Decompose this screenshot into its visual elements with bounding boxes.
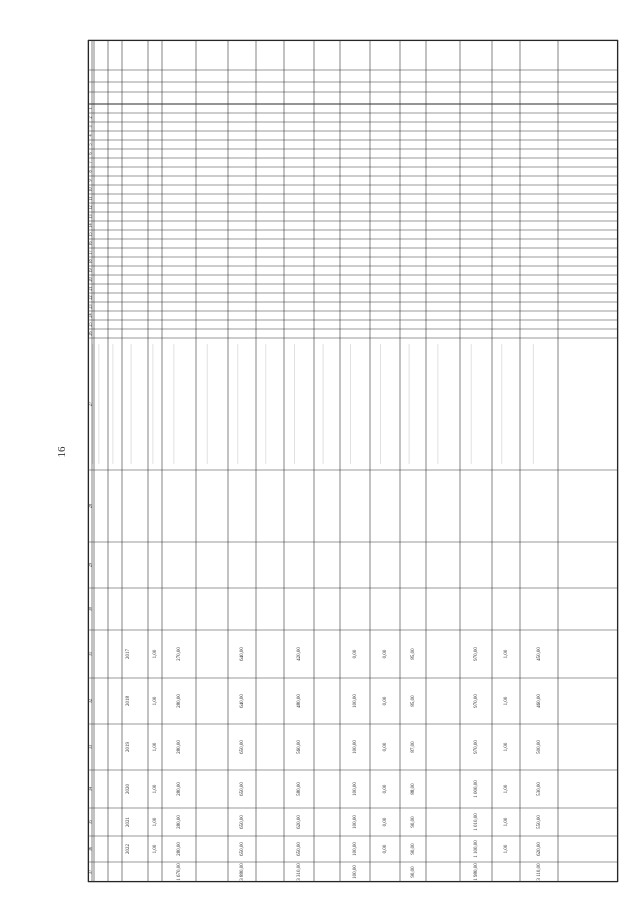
column-number: 3 xyxy=(87,125,93,128)
value-cell: 1,00 xyxy=(153,742,159,752)
value-cell: 100,00 xyxy=(353,815,359,829)
value-cell: 0,00 xyxy=(353,649,359,659)
year-header: 2022 xyxy=(126,844,132,854)
value-cell: 90,00 xyxy=(411,816,417,828)
column-number: 14 xyxy=(87,223,93,228)
value-cell: 1 000,00 xyxy=(474,780,480,798)
value-cell: 650,00 xyxy=(297,842,303,856)
value-cell: 100,00 xyxy=(353,740,359,754)
value-cell: 480,00 xyxy=(297,694,303,708)
value-cell: 640,00 xyxy=(240,694,246,708)
column-number: 26 xyxy=(87,331,93,336)
value-cell: 1,00 xyxy=(504,844,510,854)
column-number: 36 xyxy=(87,846,93,852)
year-header: 2018 xyxy=(126,696,132,706)
value-cell: 640,00 xyxy=(240,647,246,661)
value-cell: 1,00 xyxy=(153,817,159,827)
value-cell: 3 110,00 xyxy=(537,863,543,881)
value-cell: 88,00 xyxy=(411,783,417,795)
year-header: 2017 xyxy=(126,649,132,659)
value-cell: 1,00 xyxy=(153,696,159,706)
value-cell: 1 010,00 xyxy=(474,813,480,831)
column-number: 5 xyxy=(87,143,93,146)
value-cell: 460,00 xyxy=(537,694,543,708)
column-number: 23 xyxy=(87,304,93,309)
column-number: 35 xyxy=(87,819,93,825)
value-cell: 100,00 xyxy=(353,694,359,708)
value-cell: 0,00 xyxy=(383,784,389,794)
program-table-grid xyxy=(88,40,618,882)
column-number: 24 xyxy=(87,313,93,318)
value-cell: 85,00 xyxy=(411,648,417,660)
value-cell: 270,00 xyxy=(177,647,183,661)
value-cell: 970,00 xyxy=(474,647,480,661)
column-number: 7 xyxy=(87,161,93,164)
value-cell: 87,00 xyxy=(411,741,417,753)
column-number: 16 xyxy=(87,241,93,246)
value-cell: 0,00 xyxy=(383,817,389,827)
value-cell: 100,00 xyxy=(353,865,359,879)
year-header: 2021 xyxy=(126,817,132,827)
column-number: 27 xyxy=(87,401,93,407)
value-cell: 500,00 xyxy=(537,740,543,754)
column-number: 30 xyxy=(87,606,93,612)
column-number: 8 xyxy=(87,170,93,173)
value-cell: 1,00 xyxy=(153,649,159,659)
value-cell: 650,00 xyxy=(240,782,246,796)
value-cell: 1,00 xyxy=(504,784,510,794)
value-cell: 970,00 xyxy=(474,740,480,754)
value-cell: 530,00 xyxy=(537,782,543,796)
value-cell: 970,00 xyxy=(474,694,480,708)
column-number: 18 xyxy=(87,259,93,264)
value-cell: 420,00 xyxy=(297,647,303,661)
column-number: 29 xyxy=(87,562,93,568)
column-number: 10 xyxy=(87,187,93,192)
value-cell: 0,00 xyxy=(383,696,389,706)
column-number: 21 xyxy=(87,286,93,291)
column-number: 6 xyxy=(87,152,93,155)
column-number: 17 xyxy=(87,250,93,255)
value-cell: 650,00 xyxy=(240,842,246,856)
value-cell: 100,00 xyxy=(353,782,359,796)
value-cell: 550,00 xyxy=(537,815,543,829)
table-frame xyxy=(89,41,618,882)
program-table xyxy=(88,40,618,882)
column-number: 2 xyxy=(87,116,93,119)
value-cell: 1 980,00 xyxy=(474,863,480,881)
value-cell: 620,00 xyxy=(297,815,303,829)
value-cell: 280,00 xyxy=(177,815,183,829)
value-cell: 280,00 xyxy=(177,842,183,856)
column-number: 1 xyxy=(87,107,93,110)
value-cell: 1,00 xyxy=(504,817,510,827)
value-cell: 280,00 xyxy=(177,740,183,754)
column-number: 28 xyxy=(87,503,93,509)
column-number: 20 xyxy=(87,277,93,282)
value-cell: 85,00 xyxy=(411,695,417,707)
value-cell: 100,00 xyxy=(353,842,359,856)
page-number: 16 xyxy=(56,446,68,458)
value-cell: 3 880,00 xyxy=(240,863,246,881)
value-cell: 560,00 xyxy=(297,740,303,754)
column-number: 13 xyxy=(87,214,93,219)
value-cell: 1 100,00 xyxy=(474,840,480,858)
value-cell: 1,00 xyxy=(153,784,159,794)
column-number: 25 xyxy=(87,322,93,327)
value-cell: 90,00 xyxy=(411,843,417,855)
value-cell: 280,00 xyxy=(177,694,183,708)
column-number: 19 xyxy=(87,268,93,273)
value-cell: 3 310,00 xyxy=(297,863,303,881)
value-cell: 280,00 xyxy=(177,782,183,796)
value-cell: 1,00 xyxy=(153,844,159,854)
year-header: 2020 xyxy=(126,784,132,794)
value-cell: 620,00 xyxy=(537,842,543,856)
column-number: 34 xyxy=(87,786,93,792)
column-number: 11 xyxy=(87,196,93,201)
column-number: 37 xyxy=(87,869,93,875)
value-cell: 0,00 xyxy=(383,649,389,659)
value-cell: 650,00 xyxy=(240,740,246,754)
value-cell: 1 670,00 xyxy=(177,863,183,881)
column-number: 9 xyxy=(87,179,93,182)
year-header: 2019 xyxy=(126,742,132,752)
column-number: 22 xyxy=(87,295,93,300)
column-number: 4 xyxy=(87,134,93,137)
value-cell: 0,00 xyxy=(383,742,389,752)
column-number: 32 xyxy=(87,698,93,704)
value-cell: 90,00 xyxy=(411,866,417,878)
column-number: 15 xyxy=(87,232,93,237)
value-cell: 1,00 xyxy=(504,649,510,659)
value-cell: 580,00 xyxy=(297,782,303,796)
value-cell: 1,00 xyxy=(504,696,510,706)
value-cell: 1,00 xyxy=(504,742,510,752)
column-number: 12 xyxy=(87,205,93,210)
value-cell: 650,00 xyxy=(240,815,246,829)
column-number: 33 xyxy=(87,744,93,750)
column-number: 31 xyxy=(87,651,93,657)
value-cell: 0,00 xyxy=(383,844,389,854)
value-cell: 450,00 xyxy=(537,647,543,661)
